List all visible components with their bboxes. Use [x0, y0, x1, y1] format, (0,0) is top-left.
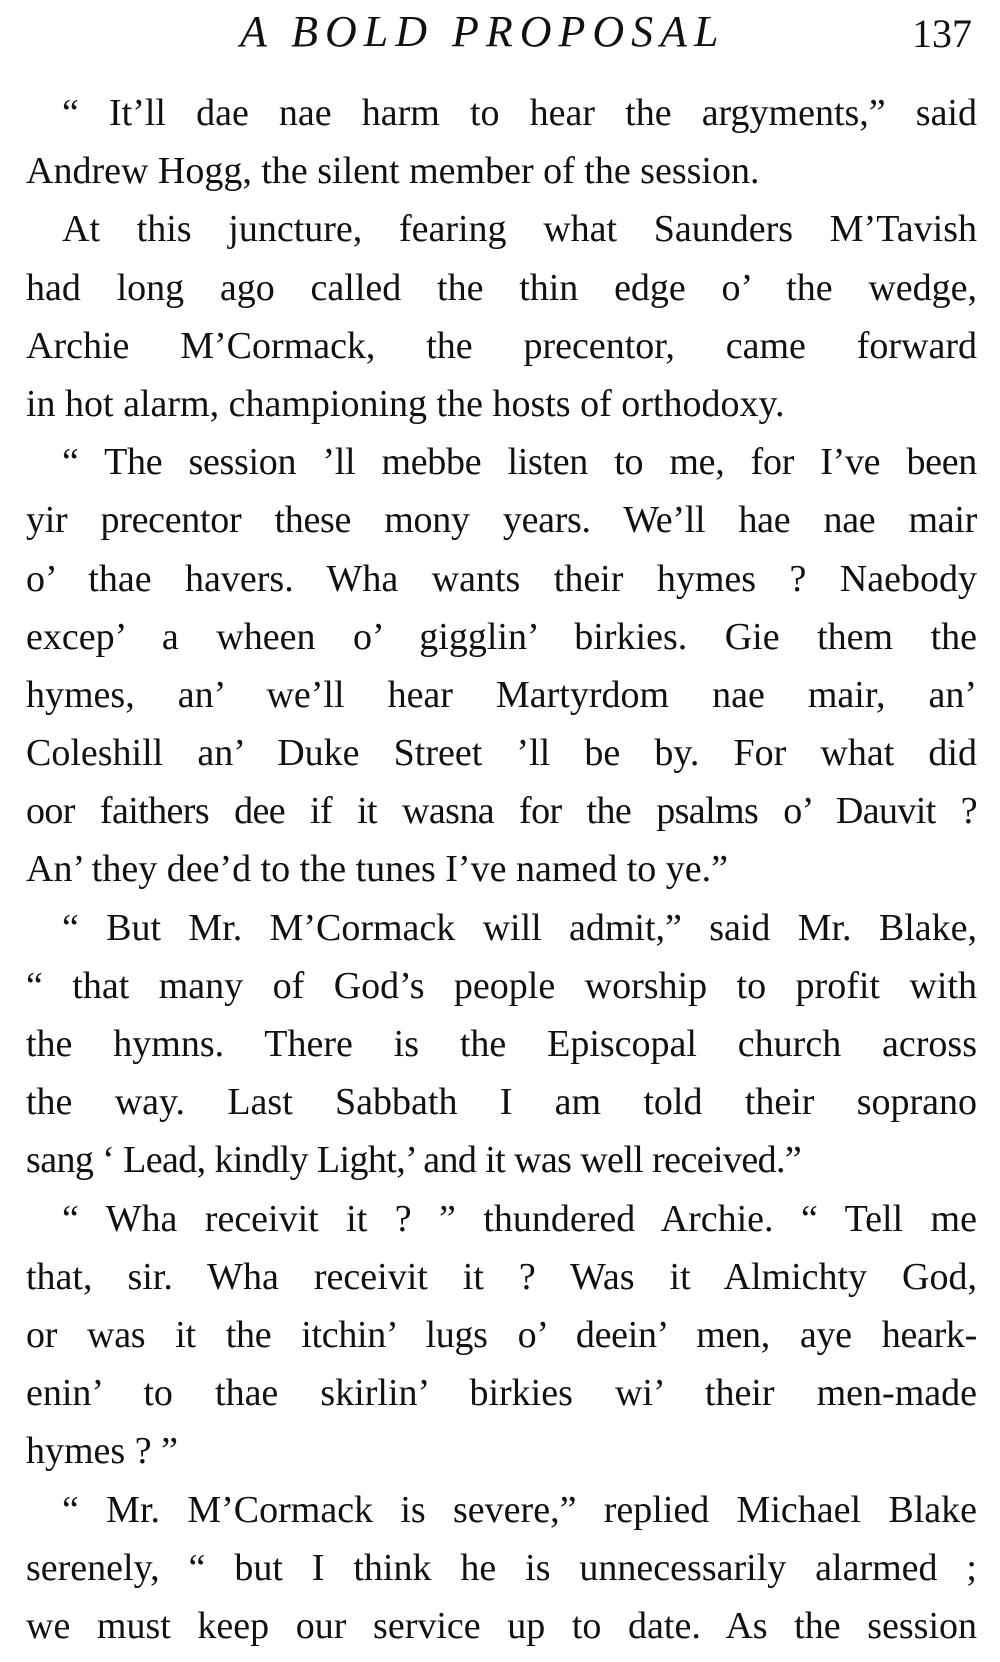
text-line: Archie M’Cormack, the precentor, came forward [26, 324, 977, 367]
running-title: A BOLD PROPOSAL [240, 7, 726, 56]
text-line: the hymns. There is the Episcopal church across [26, 1023, 977, 1065]
text-line: o’ thae havers. Wha wants their hymes ? Naebody [26, 557, 977, 600]
page-number: 137 [912, 11, 972, 56]
text-line: Andrew Hogg, the silent member of the session. [26, 150, 760, 193]
text-line: serenely, “ but I think he is unnecessarily alarmed ; [26, 1546, 977, 1589]
text-line: had long ago called the thin edge o’ the wedge, [26, 266, 977, 309]
text-line: At this juncture, fearing what Saunders M’Tavish [62, 208, 977, 251]
text-line: hymes ? ” [26, 1430, 178, 1473]
text-line: “ But Mr. M’Cormack will admit,” said Mr. Blake, [62, 906, 977, 949]
text-line: enin’ to thae skirlin’ birkies wi’ their men-made [26, 1372, 977, 1415]
text-line: excep’ a wheen o’ gigglin’ birkies. Gie them the [26, 615, 977, 658]
text-line: yir precentor these mony years. We’ll hae nae mair [26, 499, 977, 542]
text-line: “ It’ll dae nae harm to hear the argyments,” said [62, 92, 977, 134]
text-line: “ that many of God’s people worship to profit with [26, 964, 977, 1007]
text-line: hymes, an’ we’ll hear Martyrdom nae mair, an’ [26, 673, 977, 716]
text-line: Coleshill an’ Duke Street ’ll be by. For what did [26, 732, 977, 775]
text-line: we must keep our service up to date. As the session [26, 1604, 977, 1647]
text-line: or was it the itchin’ lugs o’ deein’ men, aye heark- [26, 1313, 977, 1356]
text-line: “ Mr. M’Cormack is severe,” replied Michael Blake [62, 1488, 977, 1531]
page-header [240, 6, 980, 66]
text-line: oor faithers dee if it wasna for the psalms o’ Dauvit ? [26, 790, 977, 833]
text-line: “ The session ’ll mebbe listen to me, for I’ve been [62, 441, 977, 484]
text-line: the way. Last Sabbath I am told their soprano [26, 1081, 977, 1124]
text-line: sang ‘ Lead, kindly Light,’ and it was well received.” [26, 1139, 802, 1182]
body-text [26, 84, 977, 1655]
text-line: in hot alarm, championing the hosts of orthodoxy. [26, 382, 785, 425]
text-line: “ Wha receivit it ? ” thundered Archie. “ Tell me [62, 1197, 977, 1240]
text-line: that, sir. Wha receivit it ? Was it Almichty God, [26, 1255, 977, 1298]
text-line: An’ they dee’d to the tunes I’ve named to ye.” [26, 848, 729, 891]
